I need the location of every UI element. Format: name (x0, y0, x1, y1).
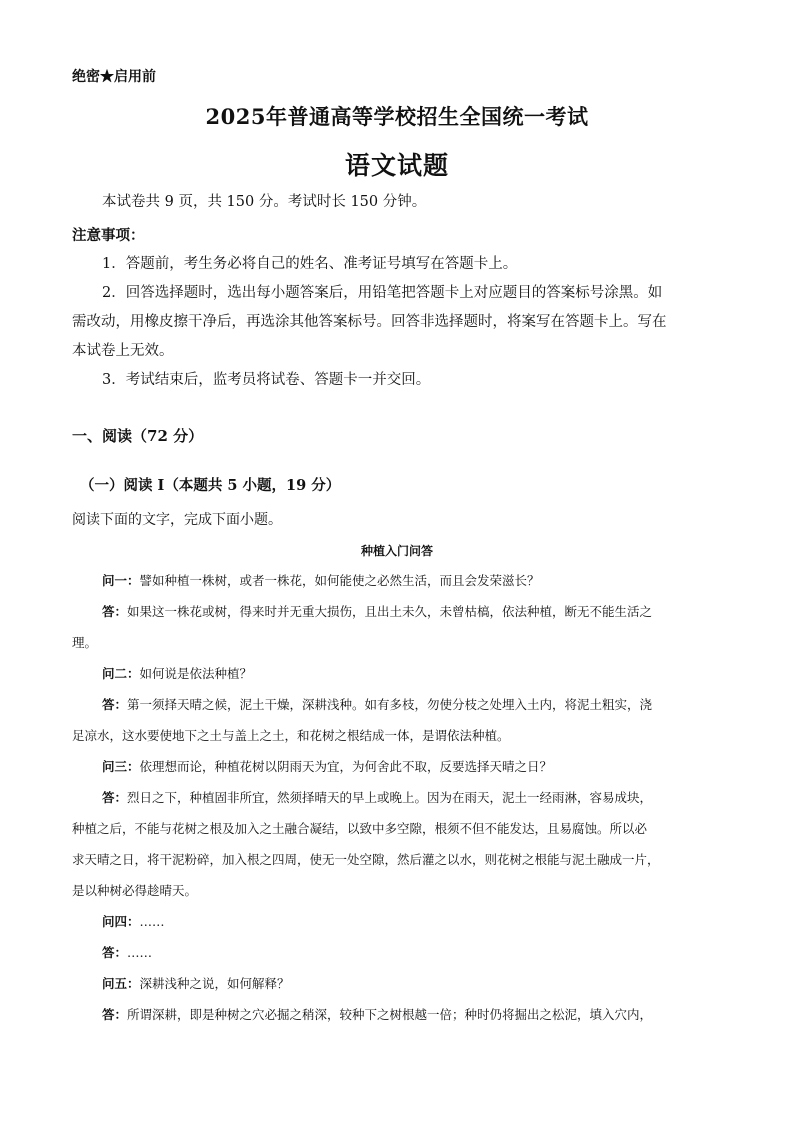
notice-item-3: 3．考试结束后，监考员将试卷、答题卡一并交回。 (102, 372, 431, 388)
notice-item-1: 1．答题前，考生务必将自己的姓名、准考证号填写在答题卡上。 (102, 256, 518, 272)
subsection-heading: （一）阅读 I（本题共 5 小题，19 分） (80, 477, 341, 494)
answer-3-line-4: 是以种树必得趁晴天。 (72, 883, 198, 898)
notice-heading: 注意事项： (72, 227, 145, 244)
answer-1-line-1: 答：如果这一株花或树，得来时并无重大损伤，且出土未久，未曾枯槁，依法种植，断无不能生活之 (102, 604, 653, 619)
passage-body (72, 565, 724, 1030)
question-5: 问五：深耕浅种之说，如何解释？ (102, 976, 290, 991)
reading-instruction: 阅读下面的文字，完成下面小题。 (72, 512, 282, 528)
answer-3-line-2: 种植之后，不能与花树之根及加入之土融合凝结，以致中多空隙，根须不但不能发达，且易腐蚀。所以必 (72, 821, 648, 836)
answer-3-line-3: 求天晴之日，将干泥粉碎，加入根之四周，使无一处空隙，然后灌之以水，则花树之根能与泥土融成一片， (72, 852, 660, 867)
passage-title: 种植入门问答 (360, 544, 433, 558)
answer-4: 答：…… (102, 945, 153, 960)
answer-2-line-1: 答：第一须择天晴之候，泥土干燥，深耕浅种。如有多枝，勿使分枝之处埋入土内，将泥土粗实，浇 (102, 697, 653, 712)
section-heading: 一、阅读（72 分） (72, 427, 204, 445)
question-1: 问一：譬如种植一株树，或者一株花，如何能使之必然生活，而且会发荣滋长？ (102, 573, 540, 588)
exam-info: 本试卷共 9 页，共 150 分。考试时长 150 分钟。 (102, 194, 427, 210)
notice-item-2-line-1: 2．回答选择题时，选出每小题答案后，用铅笔把答题卡上对应题目的答案标号涂黑。如 (102, 285, 663, 301)
notice-item-2-line-3: 本试卷上无效。 (72, 343, 174, 359)
answer-2-line-2: 足凉水，这水要使地下之土与盖上之土，和花树之根结成一体，是谓依法种植。 (72, 728, 510, 743)
confidential-label: 绝密★启用前 (72, 69, 156, 85)
exam-title: 2025年普通高等学校招生全国统一考试 (205, 104, 589, 129)
question-2: 问二：如何说是依法种植？ (102, 666, 253, 681)
notice-list (72, 250, 724, 395)
answer-5-line-1: 答：所谓深耕，即是种树之穴必掘之稍深，较种下之树根越一倍；种时仍将掘出之松泥，填入穴内， (102, 1007, 653, 1022)
subject-title: 语文试题 (344, 151, 449, 180)
notice-item-2-line-2: 需改动，用橡皮擦干净后，再选涂其他答案标号。回答非选择题时，将案写在答题卡上。写在 (72, 314, 667, 330)
question-3: 问三：依理想而论，种植花树以阴雨天为宜，为何舍此不取，反要选择天晴之日？ (102, 759, 553, 774)
answer-1-line-2: 理。 (72, 635, 98, 650)
question-4: 问四：…… (102, 914, 165, 929)
answer-3-line-1: 答：烈日之下，种植固非所宜，然须择晴天的早上或晚上。因为在雨天，泥土一经雨淋，容易成块， (102, 790, 653, 805)
